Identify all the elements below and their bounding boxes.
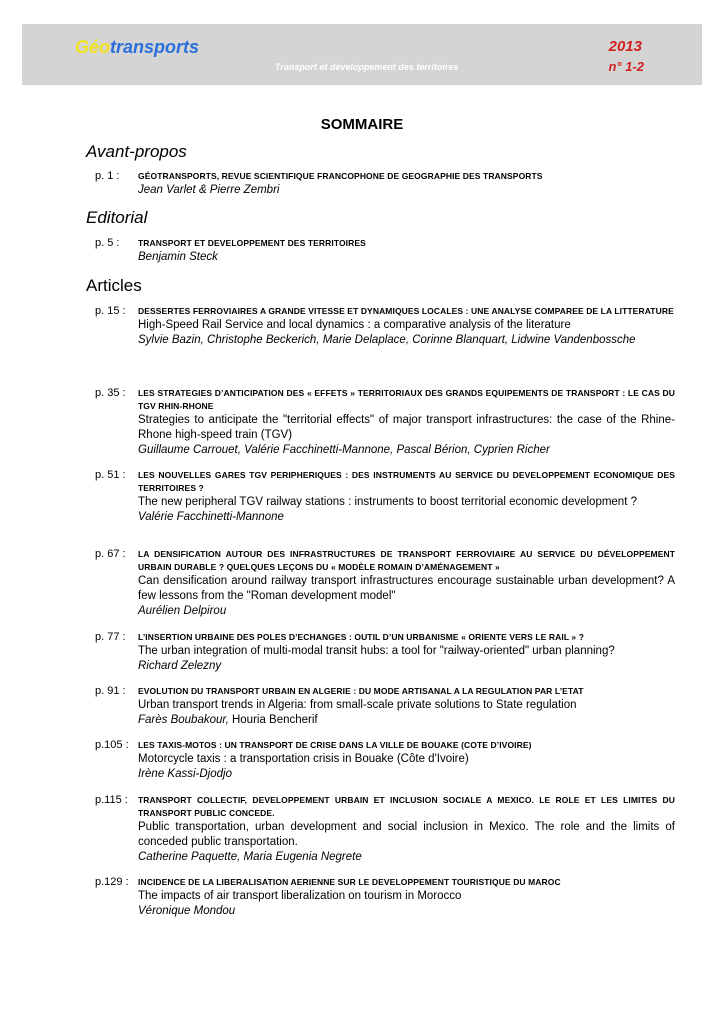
section-articles: Articles [86, 276, 142, 295]
entry-title: TRANSPORT COLLECTIF, DEVELOPPEMENT URBAIN ET INCLUSION SOCIALE A MEXICO. LE ROLE ET LES LIMITES DU TRANSPORT PUBLIC CONCEDE. [138, 795, 675, 818]
entry-title: EVOLUTION DU TRANSPORT URBAIN EN ALGERIE : DU MODE ARTISANAL A LA REGULATION PAR L’ETAT [138, 686, 584, 696]
entry-authors: Sylvie Bazin, Christophe Beckerich, Marie Delaplace, Corinne Blanquart, Lidwine Vandenbossche [138, 334, 636, 346]
entry-title: INCIDENCE DE LA LIBERALISATION AERIENNE SUR LE DEVELOPPEMENT TOURISTIQUE DU MAROC [138, 877, 561, 887]
journal-tagline: Transport et développement des territoires [275, 62, 459, 72]
entry-english-title: The impacts of air transport liberalization on tourism in Morocco [138, 890, 462, 902]
entry-authors: Jean Varlet & Pierre Zembri [138, 184, 280, 196]
entry-english-title: The urban integration of multi-modal transit hubs: a tool for "railway-oriented" urban planning? [138, 645, 615, 657]
entry-page: p. 15 : [95, 305, 126, 317]
toc-entry [95, 876, 675, 919]
toc-entry [95, 548, 675, 619]
entry-title: GÉOTRANSPORTS, REVUE SCIENTIFIQUE FRANCOPHONE DE GEOGRAPHIE DES TRANSPORTS [138, 171, 543, 181]
entry-authors: Valérie Facchinetti-Mannone [138, 511, 284, 523]
issue-year: 2013 [608, 38, 642, 55]
entry-english-title: Public transportation, urban development and social inclusion in Mexico. The role and the limits of conceded public transportation. [138, 821, 675, 848]
entry-english-title: The new peripheral TGV railway stations : instruments to boost territorial economic development ? [138, 496, 637, 508]
entry-authors: Farès Boubakour, Houria Bencherif [138, 714, 318, 726]
entry-english-title: Strategies to anticipate the "territorial effects" of major transport infrastructures: the case of the Rhine-Rhone high-speed train (TGV) [138, 414, 675, 441]
entry-title: TRANSPORT ET DEVELOPPEMENT DES TERRITOIRES [138, 238, 366, 248]
entry-title: L’INSERTION URBAINE DES POLES D’ECHANGES : OUTIL D’UN URBANISME « ORIENTE VERS LE RAIL » ? [138, 632, 585, 642]
entry-page: p. 77 : [95, 631, 126, 643]
entry-english-title: Urban transport trends in Algeria: from small-scale private solutions to State regulation [138, 699, 577, 711]
toc-entry [95, 794, 675, 865]
toc-entry [95, 685, 675, 728]
entry-page: p.115 : [95, 794, 128, 806]
toc-entry [95, 387, 675, 458]
toc-entry [95, 305, 675, 348]
entry-page: p. 5 : [95, 237, 120, 249]
entry-authors: Guillaume Carrouet, Valérie Facchinetti-Mannone, Pascal Bérion, Cyprien Richer [138, 444, 550, 456]
entry-page: p.105 : [95, 739, 129, 751]
entry-page: p. 51 : [95, 469, 126, 481]
entry-title: LES NOUVELLES GARES TGV PERIPHERIQUES : DES INSTRUMENTS AU SERVICE DU DEVELOPPEMENT ECONOMIQUE DES TERRITOIRES ? [138, 470, 675, 493]
entry-authors: Irène Kassi-Djodjo [138, 768, 232, 780]
entry-page: p. 35 : [95, 387, 126, 399]
journal-header [22, 24, 702, 85]
toc-entry [95, 469, 675, 525]
entry-page: p.129 : [95, 876, 129, 888]
entry-english-title: Motorcycle taxis : a transportation crisis in Bouake (Côte d'Ivoire) [138, 753, 469, 765]
section-editorial: Editorial [86, 208, 148, 227]
entry-authors: Véronique Mondou [138, 905, 236, 917]
entry-title: LA DENSIFICATION AUTOUR DES INFRASTRUCTURES DE TRANSPORT FERROVIAIRE AU SERVICE DU DÉVELOPPEMENT URBAIN DURABLE ? QUELQUES LEÇONS DU « MODÈLE ROMAIN D’AMÉNAGEMENT » [138, 549, 675, 572]
entry-page: p. 67 : [95, 548, 126, 560]
entry-authors: Aurélien Delpirou [138, 605, 227, 617]
entry-authors: Benjamin Steck [138, 251, 218, 263]
entry-title: LES STRATEGIES D’ANTICIPATION DES « EFFETS » TERRITORIAUX DES GRANDS EQUIPEMENTS DE TRANSPORT : LE CAS DU TGV RHIN-RHONE [138, 388, 675, 411]
toc-entry [95, 739, 675, 782]
page-title: SOMMAIRE [320, 116, 404, 133]
entry-authors: Richard Zelezny [138, 660, 222, 672]
section-avant-propos: Avant-propos [86, 142, 187, 161]
entry-page: p. 1 : [95, 170, 120, 182]
entry-authors: Catherine Paquette, Maria Eugenia Negrete [138, 851, 362, 863]
entry-english-title: Can densification around railway transport infrastructures encourage sustainable urban development? A few lessons from the "Roman development model" [138, 575, 675, 602]
issue-number: n° 1-2 [608, 59, 644, 74]
journal-logo: Géotransports [75, 37, 200, 57]
toc-entry [95, 237, 675, 265]
entry-title: DESSERTES FERROVIAIRES A GRANDE VITESSE ET DYNAMIQUES LOCALES : UNE ANALYSE COMPAREE DE LA LITTERATURE [138, 306, 674, 316]
entry-title: LES TAXIS-MOTOS : UN TRANSPORT DE CRISE DANS LA VILLE DE BOUAKE (COTE D’IVOIRE) [138, 740, 532, 750]
toc-entry [95, 631, 675, 674]
toc-entry [95, 170, 675, 198]
entry-english-title: High-Speed Rail Service and local dynamics : a comparative analysis of the literature [138, 319, 571, 331]
entry-page: p. 91 : [95, 685, 126, 697]
